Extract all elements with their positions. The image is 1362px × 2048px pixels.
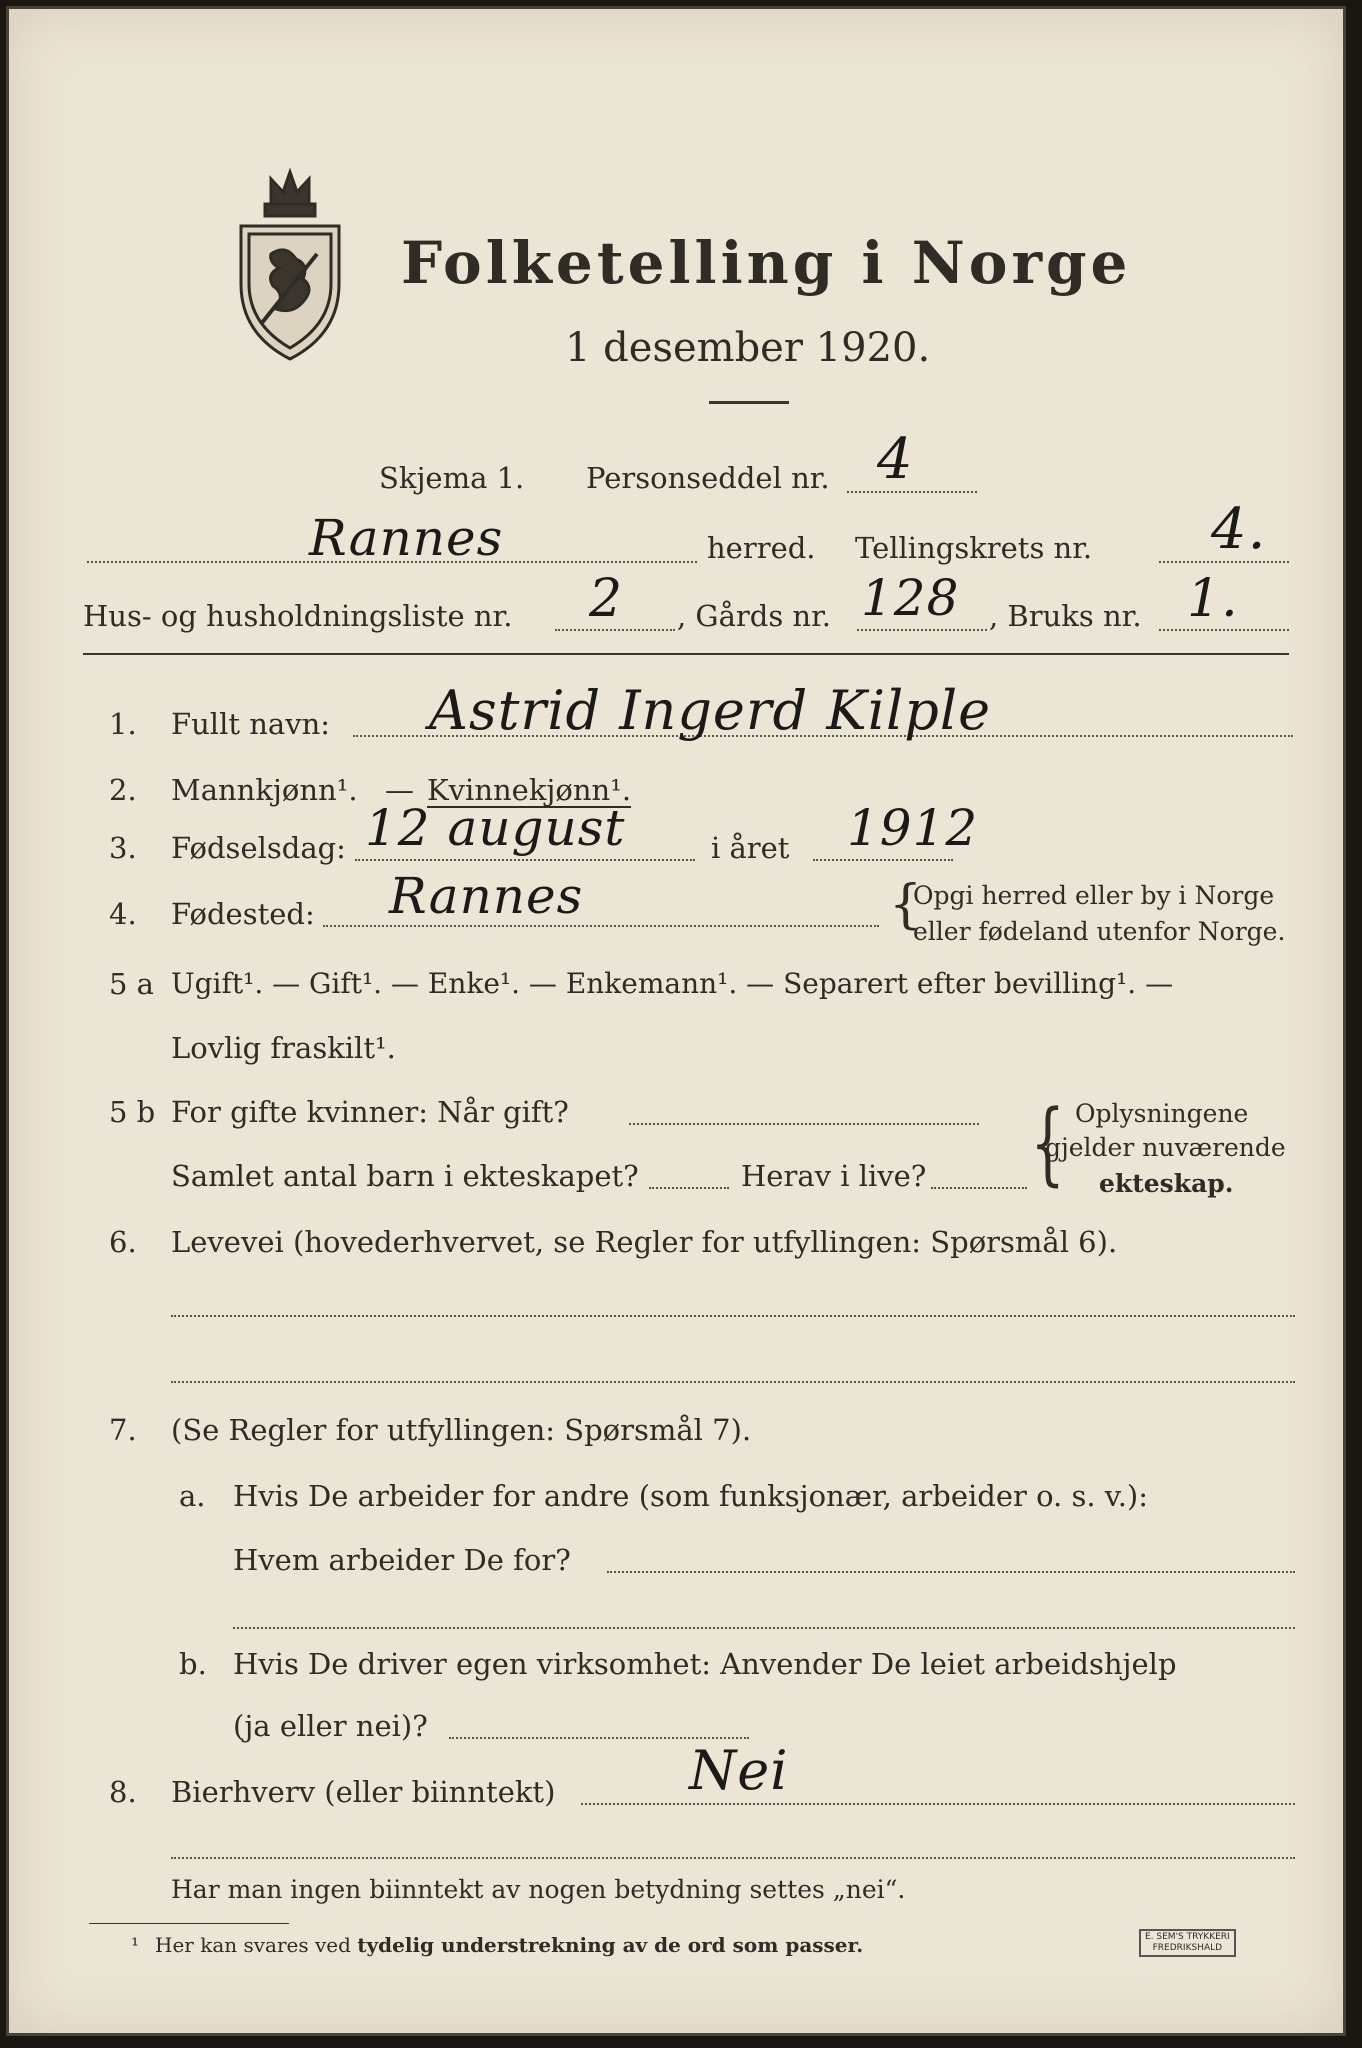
form-title: Folketelling i Norge	[401, 229, 1132, 297]
census-date: 1 desember 1920.	[565, 325, 931, 371]
schema-label: Skjema 1.	[379, 461, 525, 495]
footnote-bold: tydelig understrekning av de ord som passer.	[357, 1933, 864, 1957]
divorced-option: Lovlig fraskilt¹.	[171, 1031, 396, 1065]
q5a-number: 5 a	[109, 967, 154, 1001]
bruks-value: 1.	[1187, 569, 1239, 629]
tellingskrets-value: 4.	[1211, 497, 1267, 562]
q5b-number: 5 b	[109, 1095, 156, 1129]
children-alive-label: Herav i live?	[741, 1159, 927, 1193]
hired-help-label: (ja eller nei)?	[233, 1709, 428, 1743]
female-option: Kvinnekjønn¹.	[427, 773, 632, 807]
personseddel-value: 4	[877, 427, 914, 492]
birthday-value: 12 august	[365, 799, 626, 857]
birth-year-value: 1912	[847, 799, 979, 857]
footnote-mark: ¹	[131, 1933, 140, 1957]
side-income-label: Bierhverv (eller biinntekt)	[171, 1775, 556, 1809]
no-income-note: Har man ingen biinntekt av nogen betydning settes „nei“.	[171, 1875, 906, 1904]
birthplace-value: Rannes	[389, 867, 584, 925]
household-list-value: 2	[589, 569, 624, 629]
section-divider	[83, 653, 1289, 655]
marital-status-options: Ugift¹. — Gift¹. — Enke¹. — Enkemann¹. — Separert efter bevilling¹. —	[171, 967, 1174, 1000]
q2-number: 2.	[109, 773, 137, 807]
footnote-text: Her kan svares ved	[155, 1933, 351, 1957]
q3-number: 3.	[109, 831, 137, 865]
herred-label: herred.	[707, 531, 816, 565]
household-list-label: Hus- og husholdningsliste nr.	[83, 599, 513, 633]
side-income-value: Nei	[689, 1739, 789, 1802]
birthplace-note-1: Opgi herred eller by i Norge	[913, 881, 1275, 910]
tellingskrets-label: Tellingskrets nr.	[855, 531, 1093, 565]
q7-number: 7.	[109, 1413, 137, 1447]
q7b-question: Hvis De driver egen virksomhet: Anvender De leiet arbeidshjelp	[233, 1647, 1177, 1681]
printer-stamp: E. SEM'S TRYKKERI FREDRIKSHALD	[1139, 1929, 1236, 1957]
footnote-divider	[89, 1923, 289, 1924]
q4-number: 4.	[109, 897, 137, 931]
herred-value: Rannes	[309, 509, 504, 567]
marriage-note-1: Oplysningene	[1075, 1099, 1249, 1128]
title-divider	[709, 401, 789, 404]
male-option: Mannkjønn¹.	[171, 773, 358, 807]
occupation-label: Levevei (hovederhvervet, se Regler for utfyllingen: Spørsmål 6).	[171, 1225, 1118, 1259]
gards-value: 128	[861, 569, 960, 627]
employer-label: Hvem arbeider De for?	[233, 1543, 571, 1577]
full-name-label: Fullt navn:	[171, 707, 331, 741]
q1-number: 1.	[109, 707, 137, 741]
gards-label: , Gårds nr.	[677, 599, 831, 633]
bruks-label: , Bruks nr.	[989, 599, 1142, 633]
q8-number: 8.	[109, 1775, 137, 1809]
coat-of-arms-icon	[231, 164, 349, 364]
q6-number: 6.	[109, 1225, 137, 1259]
q7a-question: Hvis De arbeider for andre (som funksjonær, arbeider o. s. v.):	[233, 1479, 1149, 1513]
marriage-note-2: gjelder nuværende	[1045, 1133, 1286, 1162]
gender-dash: —	[385, 773, 414, 807]
birthday-label: Fødselsdag:	[171, 831, 346, 865]
children-count-label: Samlet antal barn i ekteskapet?	[171, 1159, 639, 1193]
q7-label: (Se Regler for utfyllingen: Spørsmål 7).	[171, 1413, 752, 1447]
full-name-value: Astrid Ingerd Kilple	[429, 679, 992, 742]
marriage-note-3: ekteskap.	[1099, 1169, 1234, 1198]
q7b-letter: b.	[179, 1647, 207, 1681]
personseddel-label: Personseddel nr.	[586, 461, 830, 495]
birth-year-label: i året	[711, 831, 790, 865]
q7a-letter: a.	[179, 1479, 206, 1513]
census-form: Folketelling i Norge 1 desember 1920. Skjema 1. Personseddel nr. 4 Rannes herred. Tellingskrets nr. 4. Hus- og husholdningsliste nr. 2 , Gårds nr. 128 , Bruks nr. 1. 1. Fullt navn: Astrid Ingerd Kilple 2. Mannkjønn¹. — Kvinnekjønn¹. 3. Fødselsdag: 12 august i året 1912 4. Fødested: Rannes { Opgi herred eller by i Norge eller fødeland utenfor Norge. 5 a Ugift¹. — Gift¹. — Enke¹. — Enkemann¹. — Separert efter bevilling¹. — Lovlig fraskilt¹. 5 b For gifte kvinner: Når gift? Samlet antal barn i ekteskapet? Herav i live? { Oplysningene gjelder nuværende ekteskap. 6. Levevei (hovederhvervet, se Regler for utfyllingen: Spørsmål 6). 7. (Se Regler for utfyllingen: Spørsmål 7). a. Hvis De arbeider for andre (som funksjonær, arbeider o. s. v.): Hvem arbeider De for? b. Hvis De driver egen virksomhet: Anvender De leiet arbeidshjelp (ja eller nei)? 8. Bierhverv (eller biinntekt) Nei Har man ingen biinntekt av nogen betydning settes „nei“. ¹ Her kan svares ved tydelig understrekning av de ord som passer. E. SEM'S TRYKKERI FREDRIKSHALD	[6, 6, 1346, 2036]
birthplace-label: Fødested:	[171, 897, 315, 931]
married-when-label: For gifte kvinner: Når gift?	[171, 1095, 569, 1129]
birthplace-note-2: eller fødeland utenfor Norge.	[913, 917, 1286, 946]
